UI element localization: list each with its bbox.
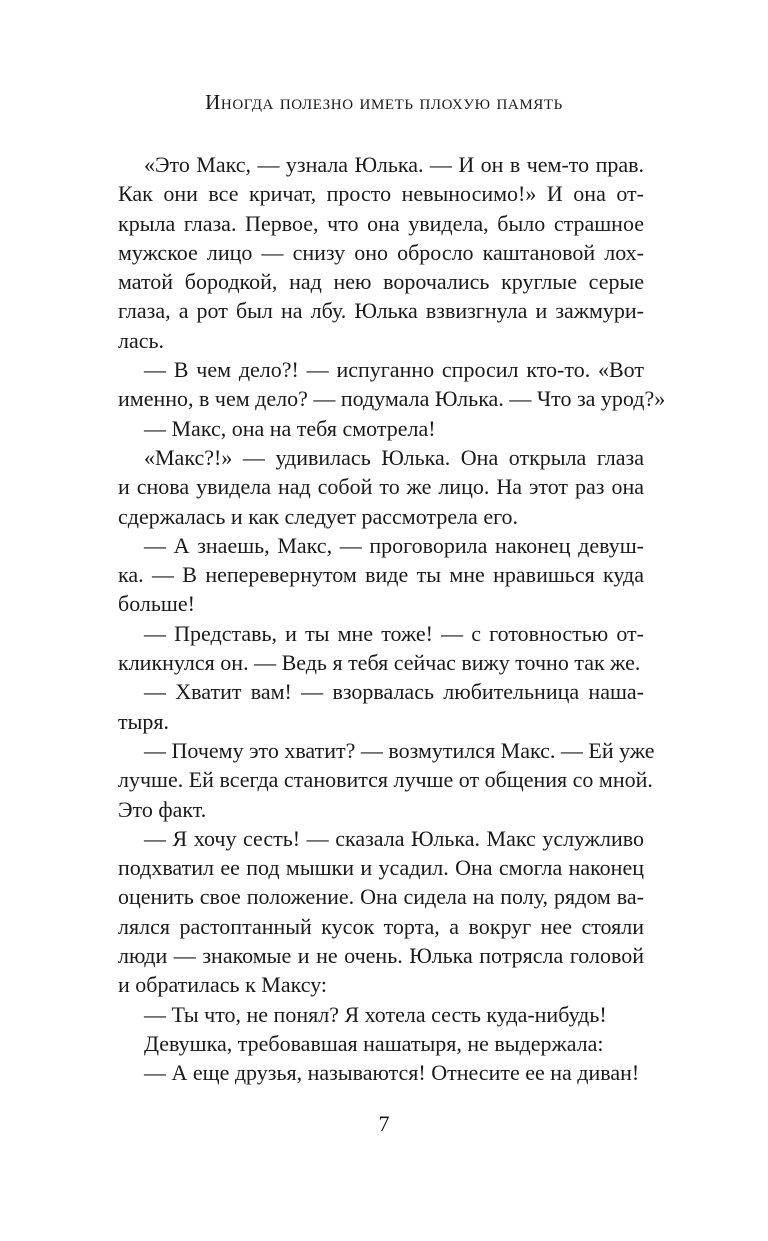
text-line: ка. — В неперевернутом виде ты мне нравишься куда	[118, 562, 644, 588]
text-line: оценить свое положение. Она сидела на полу, рядом ва-	[118, 884, 644, 910]
text-line: глаза, а рот был на лбу. Юлька взвизгнула и зажмури-	[118, 298, 644, 324]
text-line: — Хватит вам! — взорвалась любительница наша-	[144, 679, 644, 705]
text-line: — Представь, и ты мне тоже! — с готовностью от-	[144, 620, 644, 646]
text-line: и обратилась к Максу:	[118, 972, 328, 998]
running-head: Иногда полезно иметь плохую память	[205, 90, 563, 114]
text-line: «Это Макс, — узнала Юлька. — И он в чем-то прав.	[144, 152, 644, 177]
text-line: тыря.	[118, 708, 170, 734]
text-line: лась.	[118, 327, 165, 353]
text-line: — Ты что, не понял? Я хотела сесть куда-нибудь!	[144, 1001, 607, 1027]
text-line: — Макс, она на тебя смотрела!	[144, 415, 436, 441]
text-line: — А еще друзья, называются! Отнесите ее на диван!	[144, 1060, 640, 1086]
text-line: лучше. Ей всегда становится лучше от общения со мной.	[118, 767, 653, 793]
text-line: «Макс?!» — удивилась Юлька. Она открыла глаза	[144, 444, 644, 470]
text-line: крыла глаза. Первое, что она увидела, было страшное	[118, 210, 644, 236]
text-line: Девушка, требовавшая нашатыря, не выдержала:	[144, 1030, 604, 1056]
text-line: матой бородкой, над нею ворочались круглые серые	[118, 269, 644, 295]
page-number: 7	[378, 1111, 390, 1136]
text-line: Как они все кричат, просто невыносимо!» И она от-	[118, 181, 644, 207]
text-line: — Я хочу сесть! — сказала Юлька. Макс услужливо	[144, 825, 644, 851]
text-line: кликнулся он. — Ведь я тебя сейчас вижу точно так же.	[118, 650, 641, 676]
text-line: — Почему это хватит? — возмутился Макс. — Ей уже	[144, 737, 655, 763]
text-line: — В чем дело?! — испуганно спросил кто-то. «Вот	[144, 357, 644, 383]
text-line: сдержалась и как следует рассмотрела его.	[118, 503, 519, 529]
text-line: Это факт.	[118, 796, 207, 822]
text-line: именно, в чем дело? — подумала Юлька. — Что за урод?»	[118, 386, 666, 412]
text-line: и снова увидела над собой то же лицо. На этот раз она	[118, 474, 644, 500]
text-line: люди — знакомые и не очень. Юлька потрясла головой	[118, 943, 644, 969]
text-line: лялся растоптанный кусок торта, а вокруг нее стояли	[118, 913, 644, 939]
text-line: — А знаешь, Макс, — проговорила наконец девуш-	[144, 532, 644, 558]
text-line: подхватил ее под мышки и усадил. Она смогла наконец	[118, 855, 644, 881]
text-line: мужское лицо — снизу оно обросло каштановой лох-	[118, 239, 644, 265]
text-line: больше!	[118, 591, 195, 617]
body-text	[118, 150, 666, 1088]
